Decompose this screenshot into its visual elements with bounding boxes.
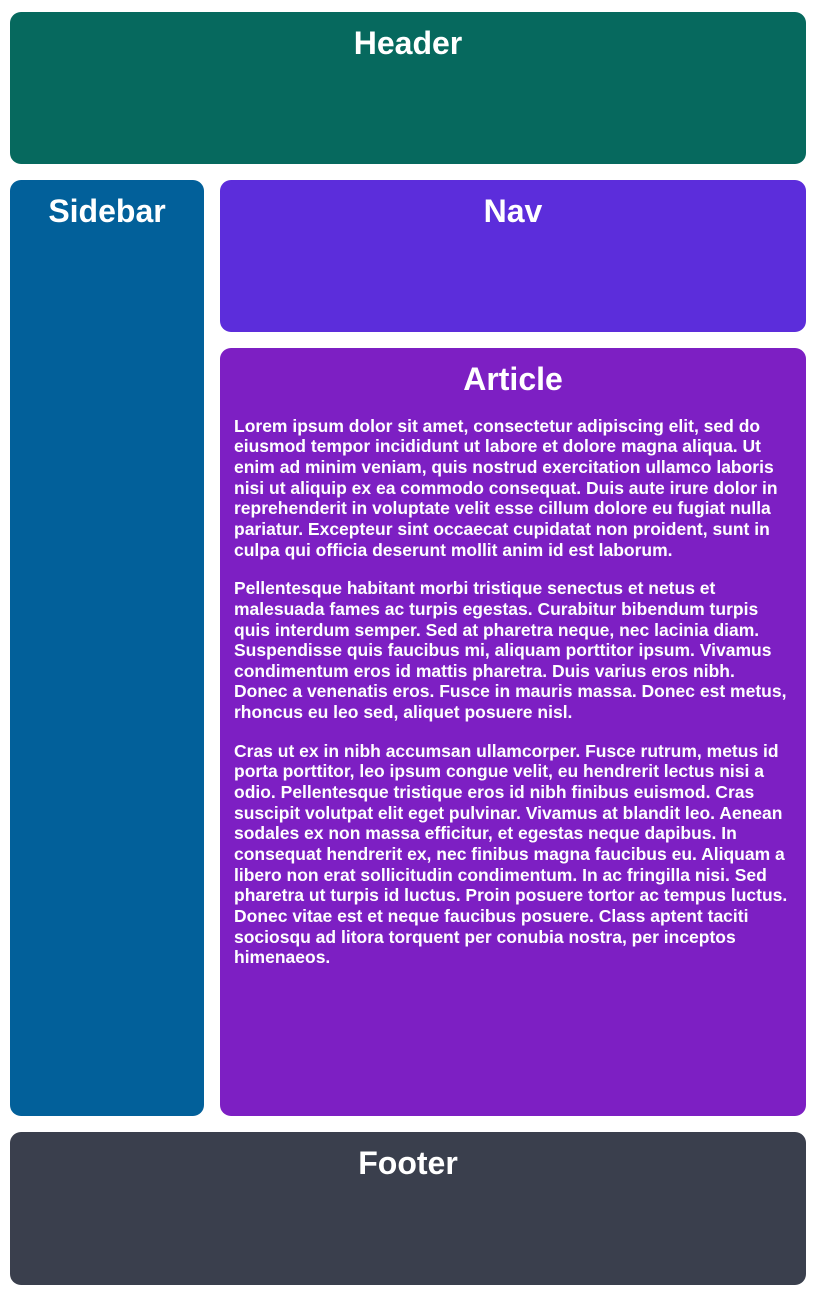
- sidebar-title: Sidebar: [48, 193, 166, 229]
- footer-title: Footer: [358, 1145, 458, 1181]
- nav-section: [220, 180, 806, 332]
- article-paragraph-2: Pellentesque habitant morbi tristique senectus et netus et malesuada fames ac turpis egestas. Curabitur bibendum turpis quis interdum semper. Sed at pharetra neque, nec lacinia diam. Suspendisse quis faucibus mi, aliquam porttitor ipsum. Vivamus condimentum eros id mattis pharetra. Duis varius eros nibh. Donec a venenatis eros. Fusce in mauris massa. Donec est metus, rhoncus eu leo sed, aliquet posuere nisl.: [234, 578, 787, 723]
- article-title: Article: [463, 361, 563, 397]
- header-section: [10, 12, 806, 164]
- article-paragraph-3: Cras ut ex in nibh accumsan ullamcorper. Fusce rutrum, metus id porta porttitor, leo ipsum congue velit, eu hendrerit lectus nisi a odio. Pellentesque tristique eros id nibh finibus euismod. Cras suscipit volutpat elit eget pulvinar. Vivamus at blandit leo. Aenean sodales ex non massa efficitur, et egestas neque dapibus. In consequat hendrerit ex, nec finibus magna faucibus eu. Aliquam a libero non erat sollicitudin condimentum. In ac fringilla nisi. Sed pharetra ut turpis id luctus. Proin posuere tortor ac tempus luctus. Donec vitae est et neque faucibus posuere. Class aptent taciti sociosqu ad litora torquent per conubia nostra, per inceptos himenaeos.: [234, 740, 788, 968]
- sidebar-section: [10, 180, 204, 1116]
- article-paragraph-1: Lorem ipsum dolor sit amet, consectetur adipiscing elit, sed do eiusmod tempor incididunt ut labore et dolore magna aliqua. Ut enim ad minim veniam, quis nostrud exercitation ullamco laboris nisi ut aliquip ex ea commodo consequat. Duis aute irure dolor in reprehenderit in voluptate velit esse cillum dolore eu fugiat nulla pariatur. Excepteur sint occaecat cupidatat non proident, sunt in culpa qui officia deserunt mollit anim id est laborum.: [234, 415, 778, 560]
- header-title: Header: [353, 25, 463, 61]
- nav-title: Nav: [483, 193, 543, 229]
- footer-section: [10, 1132, 806, 1285]
- article-section: [220, 348, 806, 1116]
